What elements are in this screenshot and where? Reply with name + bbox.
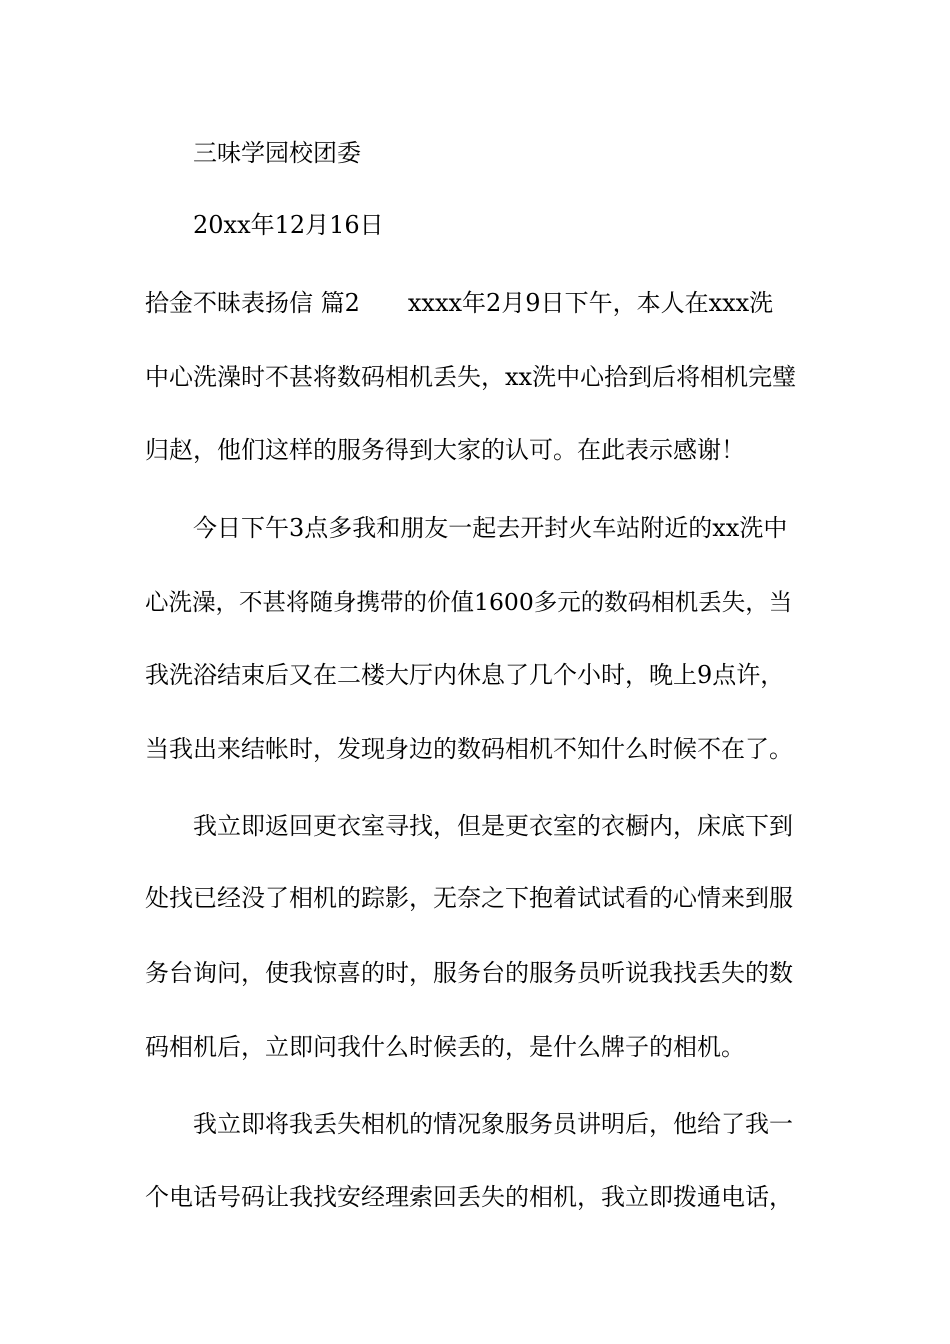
paragraph-line-text: 心洗澡，不甚将随身携带的价值1600多元的数码相机丢失，当 xyxy=(145,588,793,616)
paragraph-line xyxy=(0,1177,950,1217)
signature-date-text: 20xx年12月16日 xyxy=(193,211,384,239)
paragraph-line xyxy=(0,806,950,846)
paragraph-line xyxy=(0,508,950,548)
paragraph-line-text: 当我出来结帐时，发现身边的数码相机不知什么时候不在了。 xyxy=(145,735,793,763)
paragraph-line xyxy=(0,655,950,695)
signature-date xyxy=(0,205,950,245)
signature-org-text: 三味学园校团委 xyxy=(193,139,361,167)
paragraph-line-text: 码相机后，立即问我什么时候丢的，是什么牌子的相机。 xyxy=(145,1033,745,1061)
paragraph-line-text: 务台询问，使我惊喜的时，服务台的服务员听说我找丢失的数 xyxy=(145,959,793,987)
paragraph-line-text: 我洗浴结束后又在二楼大厅内休息了几个小时，晚上9点许， xyxy=(145,661,785,689)
paragraph-line xyxy=(0,430,950,470)
paragraph-line-text: 今日下午3点多我和朋友一起去开封火车站附近的xx洗中 xyxy=(193,514,788,542)
paragraph-line xyxy=(0,1104,950,1144)
section-heading-text: 拾金不昧表扬信 篇2 xxxx年2月9日下午，本人在xxx洗 xyxy=(145,289,774,317)
paragraph-line-text: 我立即返回更衣室寻找，但是更衣室的衣橱内，床底下到 xyxy=(193,812,793,840)
section-heading-line xyxy=(0,283,950,323)
paragraph-line-text: 个电话号码让我找安经理索回丢失的相机，我立即拨通电话， xyxy=(145,1183,793,1211)
paragraph-line xyxy=(0,582,950,622)
paragraph-line-text: 归赵，他们这样的服务得到大家的认可。在此表示感谢！ xyxy=(145,436,745,464)
paragraph-line xyxy=(0,878,950,918)
paragraph-line xyxy=(0,953,950,993)
paragraph-line-text: 处找已经没了相机的踪影，无奈之下抱着试试看的心情来到服 xyxy=(145,884,793,912)
paragraph-line xyxy=(0,729,950,769)
signature-org xyxy=(0,133,950,173)
paragraph-line-text: 中心洗澡时不甚将数码相机丢失，xx洗中心拾到后将相机完璧 xyxy=(145,363,797,391)
paragraph-line xyxy=(0,357,950,397)
paragraph-line-text: 我立即将我丢失相机的情况象服务员讲明后，他给了我一 xyxy=(193,1110,793,1138)
paragraph-line xyxy=(0,1027,950,1067)
